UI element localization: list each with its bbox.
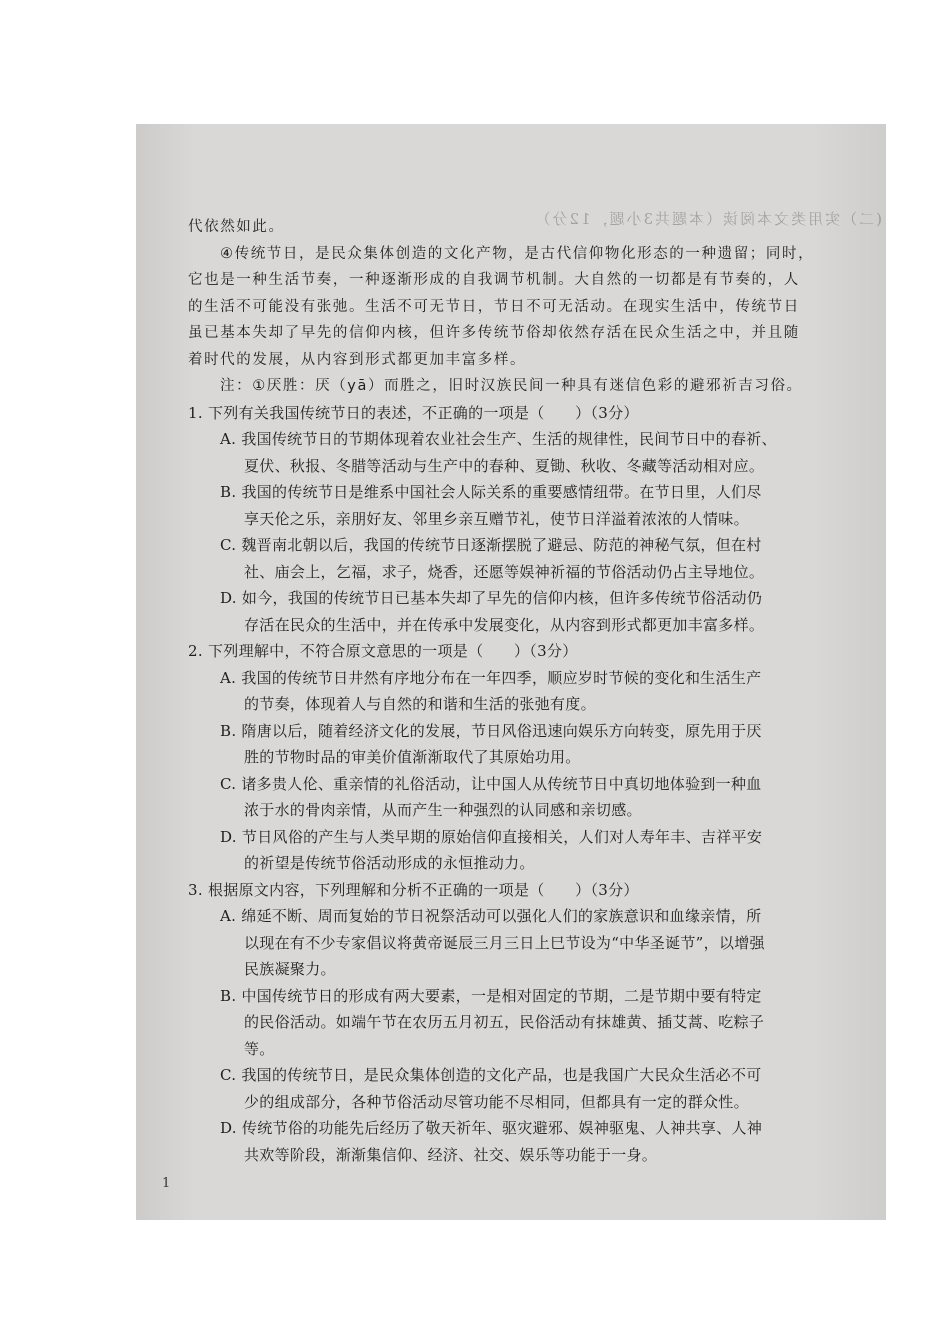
option-line: A. 绵延不断、周而复始的节日祝祭活动可以强化人们的家族意识和血缘亲情，所	[220, 907, 762, 925]
option-line: 社、庙会上，乞福，求子，烧香，还愿等娱神祈福的节俗活动仍占主导地位。	[244, 562, 765, 581]
option-line: 享天伦之乐，亲朋好友、邻里乡亲互赠节礼，使节日洋溢着浓浓的人情味。	[244, 509, 749, 528]
option-line: 的祈望是传统节俗活动形成的永恒推动力。	[244, 854, 535, 872]
option-line: A. 我国传统节日的节期体现着农业社会生产、生活的规律性，民间节日中的春祈、	[220, 430, 777, 448]
passage-line: 着时代的发展，从内容到形式都更加丰富多样。	[188, 351, 527, 368]
passage-line: ④传统节日，是民众集体创造的文化产物，是古代信仰物化形态的一种遗留；同时，	[220, 245, 815, 262]
option-line: C. 魏晋南北朝以后，我国的传统节日逐渐摆脱了避忌、防范的神秘气氛，但在村	[220, 536, 762, 554]
option-line: 夏伏、秋报、冬腊等活动与生产中的春种、夏锄、秋收、冬藏等活动相对应。	[244, 456, 765, 475]
passage-line: 的生活不可能没有张弛。生活不可无节日，节日不可无活动。在现实生活中，传统节日	[188, 298, 800, 315]
option-line: 以现在有不少专家倡议将黄帝诞辰三月三日上巳节设为“中华圣诞节”，以增强	[244, 933, 765, 952]
question-stem: 2. 下列理解中，不符合原文意思的一项是（ ）（3分）	[188, 642, 578, 660]
option-line: D. 节日风俗的产生与人类早期的原始信仰直接相关，人们对人寿年丰、吉祥平安	[220, 827, 763, 846]
passage-line: 代依然如此。	[188, 219, 285, 235]
option-line: 共欢等阶段，渐渐集信仰、经济、社交、娱乐等功能于一身。	[244, 1145, 658, 1164]
page-number: 1	[162, 1176, 171, 1191]
option-line: 民族凝聚力。	[244, 960, 336, 978]
option-line: A. 我国的传统节日井然有序地分布在一年四季，顺应岁时节候的变化和生活生产	[220, 668, 762, 687]
option-line: B. 我国的传统节日是维系中国社会人际关系的重要感情纽带。在节日里，人们尽	[220, 483, 762, 501]
bleed-through-text: (二）实用类文本阅读（本题共3小题，12分）	[533, 210, 882, 228]
option-line: D. 传统节俗的功能先后经历了敬天祈年、驱灾避邪、娱神驱鬼、人神共享、人神	[220, 1119, 763, 1137]
photographed-page	[136, 124, 886, 1220]
option-line: 等。	[244, 1039, 275, 1058]
option-line: D. 如今，我国的传统节日已基本失却了早先的信仰内核，但许多传统节俗活动仍	[220, 589, 763, 607]
question-stem: 1. 下列有关我国传统节日的表述，不正确的一项是（ ）（3分）	[188, 403, 639, 422]
option-line: B. 隋唐以后，随着经济文化的发展，节日风俗迅速向娱乐方向转变，原先用于厌	[220, 721, 762, 740]
question-stem: 3. 根据原文内容，下列理解和分析不正确的一项是（ ）（3分）	[188, 880, 639, 899]
exam-text	[188, 214, 868, 1168]
option-line: 的节奏，体现着人与自然的和谐和生活的张弛有度。	[244, 695, 596, 713]
option-line: B. 中国传统节日的形成有两大要素，一是相对固定的节期，二是节期中要有特定	[220, 986, 762, 1005]
option-line: C. 我国的传统节日，是民众集体创造的文化产品，也是我国广大民众生活必不可	[220, 1066, 762, 1084]
passage-note: 注：①厌胜：厌（yā）而胜之，旧时汉族民间一种具有迷信色彩的避邪祈吉习俗。	[220, 378, 803, 394]
option-line: 少的组成部分，各种节俗活动尽管功能不尽相同，但都具有一定的群众性。	[244, 1092, 749, 1111]
passage-line: 它也是一种生活节奏，一种逐渐形成的自我调节机制。大自然的一切都是有节奏的，人	[188, 272, 800, 288]
option-line: 浓于水的骨肉亲情，从而产生一种强烈的认同感和亲切感。	[244, 801, 642, 819]
option-line: 存活在民众的生活中，并在传承中发展变化，从内容到形式都更加丰富多样。	[244, 615, 765, 634]
passage-line: 虽已基本失却了早先的信仰内核，但许多传统节俗却依然存活在民众生活之中，并且随	[188, 325, 800, 341]
option-line: 胜的节物时品的审美价值渐渐取代了其原始功用。	[244, 748, 581, 766]
option-line: C. 诸多贵人伦、重亲情的礼俗活动，让中国人从传统节日中真切地体验到一种血	[220, 774, 762, 793]
option-line: 的民俗活动。如端午节在农历五月初五，民俗活动有抹雄黄、插艾蒿、吃粽子	[244, 1013, 765, 1031]
